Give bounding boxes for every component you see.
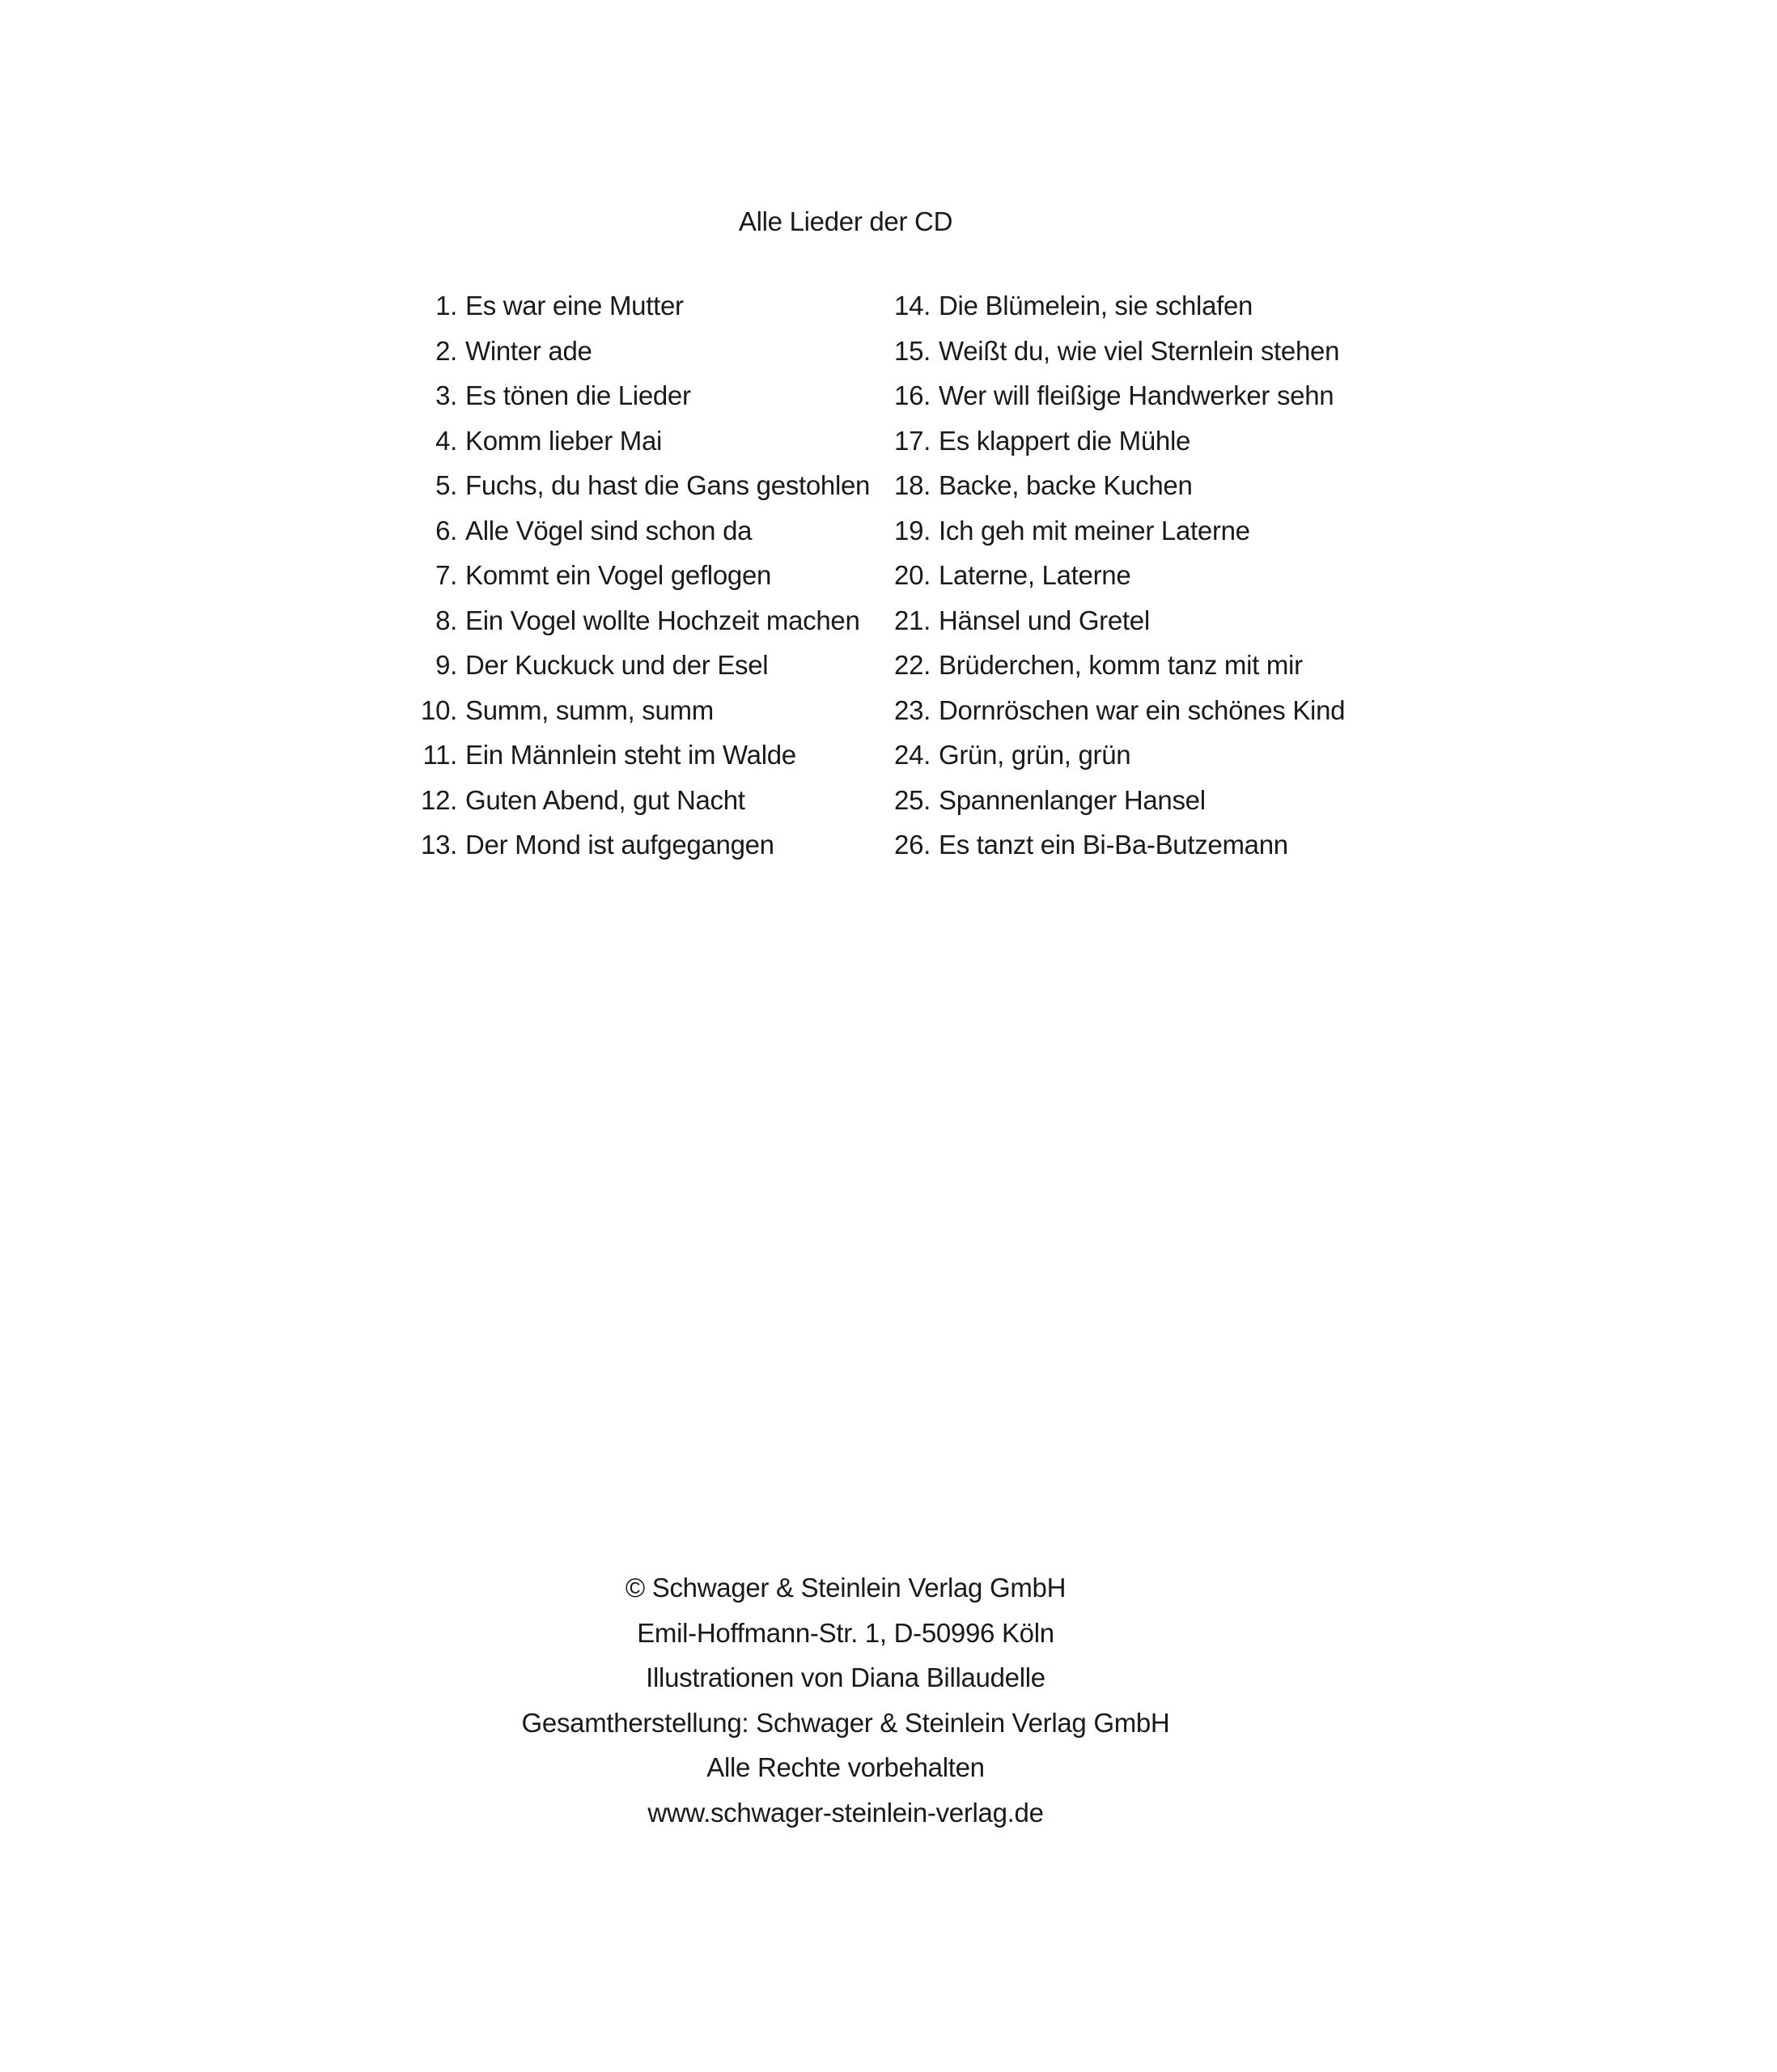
track-title: Laterne, Laterne <box>939 560 1131 590</box>
track-title: Es tönen die Lieder <box>465 380 691 410</box>
track-item <box>882 463 1432 508</box>
track-title: Brüderchen, komm tanz mit mir <box>939 650 1303 680</box>
track-number: 13. <box>421 830 457 860</box>
track-title: Ein Männlein steht im Walde <box>465 740 796 770</box>
track-title: Guten Abend, gut Nacht <box>465 784 745 815</box>
track-item <box>409 283 862 329</box>
rights-notice: Alle Rechte vorbehalten <box>706 1752 985 1782</box>
track-number: 17. <box>894 425 931 456</box>
track-item <box>882 329 1432 374</box>
track-title: Die Blümelein, sie schlafen <box>939 291 1253 321</box>
track-title: Der Kuckuck und der Esel <box>465 650 769 680</box>
track-item <box>409 732 862 778</box>
track-number: 21. <box>894 605 931 635</box>
track-title: Ich geh mit meiner Laterne <box>939 515 1250 546</box>
track-title: Spannenlanger Hansel <box>939 784 1206 815</box>
page-title: Alle Lieder der CD <box>738 206 953 236</box>
track-item <box>882 598 1432 643</box>
publisher-address: Emil-Hoffmann-Str. 1, D-50996 Köln <box>637 1617 1054 1648</box>
track-title: Alle Vögel sind schon da <box>465 515 753 546</box>
track-number: 20. <box>894 560 931 590</box>
track-item <box>409 553 862 598</box>
track-title: Kommt ein Vogel geflogen <box>465 560 772 590</box>
track-number: 15. <box>894 335 931 366</box>
track-item <box>882 283 1432 329</box>
track-title: Backe, backe Kuchen <box>939 470 1193 500</box>
track-number: 16. <box>894 380 931 410</box>
track-item <box>882 822 1432 868</box>
track-number: 18. <box>894 470 931 500</box>
track-number: 10. <box>421 694 457 725</box>
track-item <box>409 373 862 418</box>
track-number: 8. <box>435 605 457 635</box>
track-number: 4. <box>435 425 457 456</box>
track-item <box>409 508 862 554</box>
track-number: 9. <box>435 650 457 680</box>
track-title: Winter ade <box>465 335 592 366</box>
track-number: 26. <box>894 830 931 860</box>
track-item <box>882 418 1432 464</box>
tracklist <box>0 283 1777 860</box>
track-item <box>409 463 871 508</box>
track-title: Fuchs, du hast die Gans gestohlen <box>465 470 871 500</box>
track-item <box>882 688 1432 733</box>
copyright-notice: © Schwager & Steinlein Verlag GmbH <box>625 1573 1067 1603</box>
track-title: Summ, summ, summ <box>465 694 714 725</box>
track-number: 23. <box>894 694 931 725</box>
track-number: 11. <box>422 740 457 770</box>
track-item <box>409 598 862 643</box>
track-title: Der Mond ist aufgegangen <box>465 830 774 860</box>
track-item <box>882 373 1432 418</box>
track-item <box>409 778 862 823</box>
track-title: Ein Vogel wollte Hochzeit machen <box>465 605 860 635</box>
track-number: 6. <box>435 515 457 546</box>
track-item <box>409 643 862 688</box>
imprint <box>0 1565 1691 1835</box>
track-title: Hänsel und Gretel <box>939 605 1150 635</box>
production-credit: Gesamtherstellung: Schwager & Steinlein Verlag GmbH <box>521 1707 1170 1738</box>
track-item <box>409 688 862 733</box>
track-title: Grün, grün, grün <box>939 740 1131 770</box>
track-number: 7. <box>435 560 457 590</box>
track-item <box>409 418 862 464</box>
track-item <box>882 643 1432 688</box>
track-title: Es klappert die Mühle <box>939 425 1191 456</box>
track-number: 25. <box>894 784 931 815</box>
track-item <box>882 778 1432 823</box>
track-item <box>409 822 862 868</box>
track-number: 5. <box>435 470 457 500</box>
track-title: Es tanzt ein Bi-Ba-Butzemann <box>939 830 1288 860</box>
track-title: Komm lieber Mai <box>465 425 663 456</box>
tracklist-column-right <box>882 283 1432 868</box>
track-number: 22. <box>894 650 931 680</box>
publisher-website: www.schwager-steinlein-verlag.de <box>647 1797 1044 1828</box>
track-number: 2. <box>435 335 457 366</box>
track-number: 1. <box>435 291 457 321</box>
track-item <box>882 732 1432 778</box>
track-item <box>882 508 1432 554</box>
track-title: Es war eine Mutter <box>465 291 684 321</box>
track-title: Dornröschen war ein schönes Kind <box>939 694 1346 725</box>
track-number: 12. <box>421 784 457 815</box>
track-number: 19. <box>894 515 931 546</box>
tracklist-column-left <box>409 283 871 868</box>
track-title: Weißt du, wie viel Sternlein stehen <box>939 335 1340 366</box>
illustrator-credit: Illustrationen von Diana Billaudelle <box>646 1662 1045 1692</box>
track-title: Wer will fleißige Handwerker sehn <box>939 380 1334 410</box>
track-number: 14. <box>894 291 931 321</box>
track-number: 3. <box>435 380 457 410</box>
track-item <box>882 553 1432 598</box>
track-number: 24. <box>894 740 931 770</box>
track-item <box>409 329 862 374</box>
